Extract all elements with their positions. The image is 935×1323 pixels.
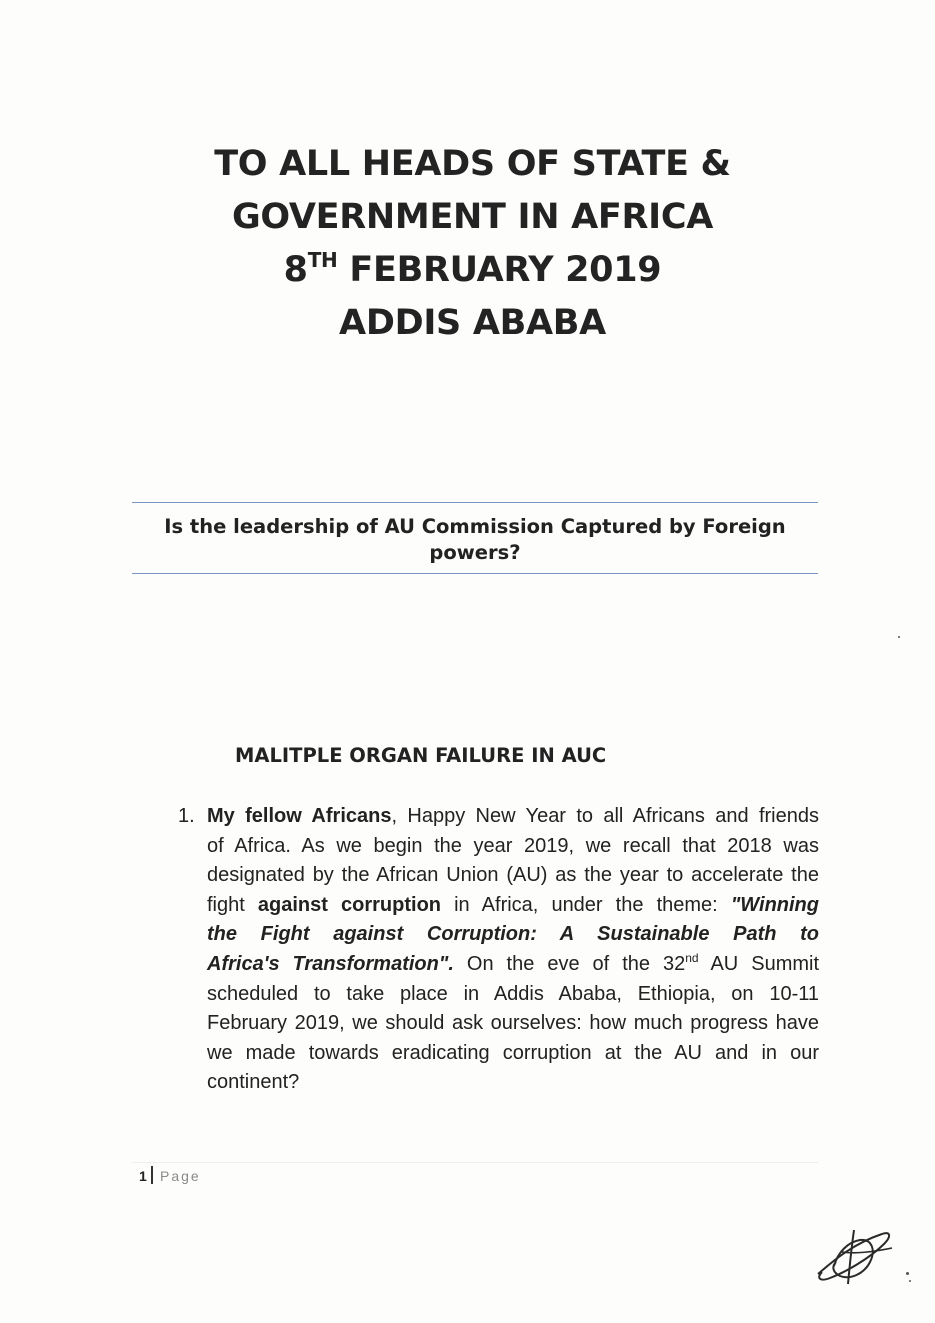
paragraph-line xyxy=(207,950,819,980)
paragraph-line xyxy=(207,891,819,921)
paragraph-line: February 2019, we should ask ourselves: how much progress have xyxy=(207,1012,819,1035)
date-suffix: TH xyxy=(307,248,338,272)
page-label: Page xyxy=(160,1168,201,1184)
paragraph-line: of Africa. As we begin the year 2019, we recall that 2018 was xyxy=(207,834,819,857)
footer-rule xyxy=(132,1162,818,1163)
paragraph-line: scheduled to take place in Addis Ababa, Ethiopia, on 10-11 xyxy=(207,982,819,1005)
paragraph-text: , Happy New Year to all Africans and friends xyxy=(391,805,819,827)
subtitle-bottom-rule xyxy=(132,573,818,574)
subtitle-question xyxy=(132,514,818,566)
paragraph-line: we made towards eradicating corruption at the AU and in our xyxy=(207,1041,819,1064)
paragraph-1 xyxy=(207,802,819,1098)
title-line-2: GOVERNMENT IN AFRICA xyxy=(231,197,714,237)
theme-quote: Africa's Transformation". xyxy=(207,952,454,975)
emphasis-bold: against corruption xyxy=(257,893,442,916)
letter-date xyxy=(140,244,805,297)
paragraph-text: fight xyxy=(207,893,258,916)
letter-location: ADDIS ABABA xyxy=(339,303,606,343)
page-number: 1 xyxy=(139,1168,147,1184)
scan-speck xyxy=(898,636,900,638)
subtitle-top-rule xyxy=(132,502,818,503)
paragraph-line xyxy=(207,802,819,832)
paragraph-line: designated by the African Union (AU) as the year to accelerate the xyxy=(207,864,819,887)
subtitle-line-1: Is the leadership of AU Commission Captured by Foreign xyxy=(164,515,786,538)
footer-separator xyxy=(151,1166,153,1184)
date-day: 8 xyxy=(283,250,308,290)
theme-quote: the Fight against Corruption: A Sustainable Path to xyxy=(207,923,819,946)
date-month-year: FEBRUARY 2019 xyxy=(337,250,662,290)
theme-quote: "Winning xyxy=(730,893,819,916)
paragraph-text: in Africa, under the theme: xyxy=(441,893,731,916)
paragraph-line: continent? xyxy=(207,1071,300,1094)
letter-title xyxy=(140,138,805,350)
paragraph-text: AU Summit xyxy=(698,952,820,975)
greeting-bold: My fellow Africans xyxy=(207,805,392,827)
scan-speck xyxy=(909,1280,911,1282)
title-line-1: TO ALL HEADS OF STATE & xyxy=(214,144,731,184)
handwritten-initials-icon xyxy=(812,1222,896,1288)
ordinal-suffix: nd xyxy=(685,950,699,965)
list-number: 1. xyxy=(178,805,195,827)
paragraph-text: On the eve of the 32 xyxy=(453,952,686,975)
section-heading: MALITPLE ORGAN FAILURE IN AUC xyxy=(235,744,607,767)
scan-speck xyxy=(906,1272,909,1275)
subtitle-line-2: powers? xyxy=(429,541,521,564)
